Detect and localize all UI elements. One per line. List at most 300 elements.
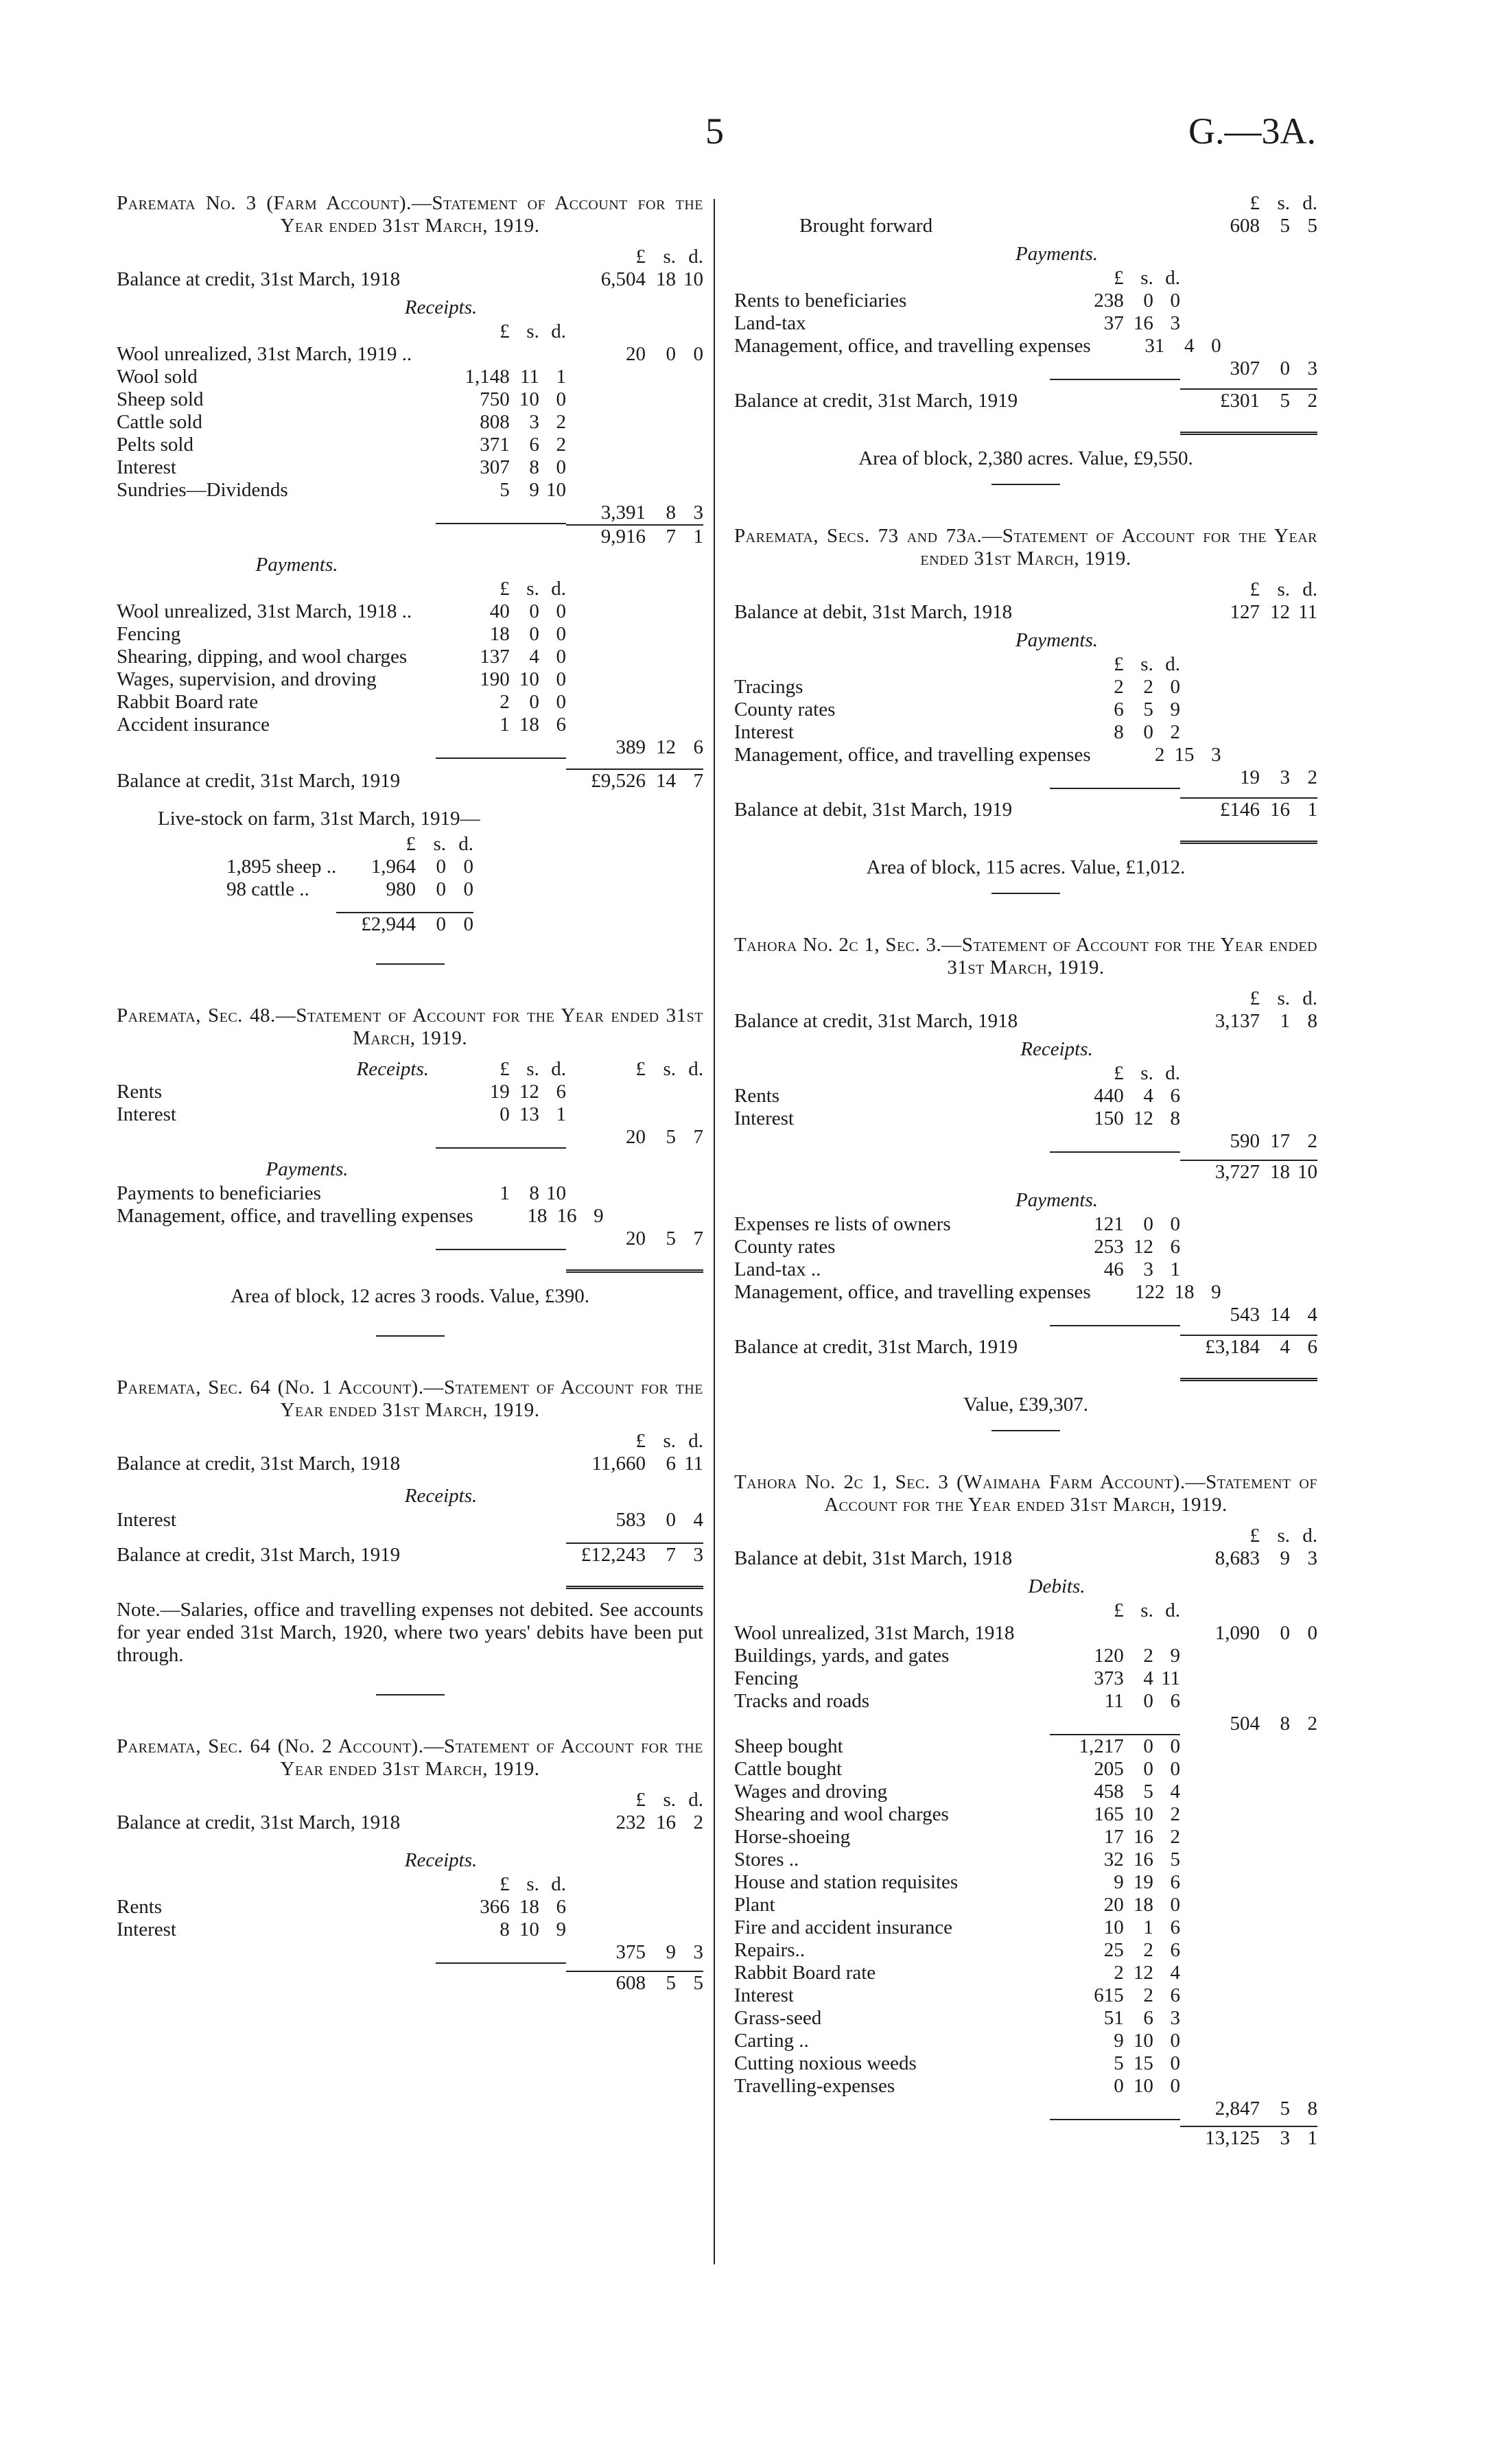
table-row: [178, 856, 473, 878]
amount-cell: 980: [386, 878, 416, 900]
row-label: Management, office, and travelling expenses: [117, 1205, 473, 1227]
row-label: Horse-shoeing: [734, 1826, 851, 1848]
amount-cell: 375: [615, 1941, 646, 1963]
amount-cell: 6: [666, 1453, 676, 1475]
amount-cell: 371: [480, 434, 510, 456]
amount-cell: 8: [1307, 2098, 1317, 2120]
amount-cell: d.: [551, 578, 566, 600]
amount-cell: 8: [1280, 1713, 1290, 1735]
amount-cell: 2: [1307, 766, 1317, 788]
table-row: [117, 434, 703, 456]
amount-cell: 6: [693, 736, 703, 758]
amount-cell: 1,964: [371, 856, 416, 878]
statement-title: Paremata, Sec. 64 (No. 2 Account).—Statement of Account for the Year ended 31st March, 1919.: [117, 1735, 703, 1780]
table-row: [734, 744, 1317, 766]
amount-cell: s.: [526, 1873, 539, 1895]
row-label: Fencing: [734, 1667, 799, 1689]
amount-cell: 6: [1170, 1236, 1180, 1258]
table-row: [734, 1645, 1317, 1667]
amount-cell: 4: [1143, 1667, 1153, 1689]
table-row: [117, 600, 703, 623]
amount-cell: 15: [1174, 744, 1195, 766]
amount-cell: £: [1114, 653, 1124, 675]
amount-cell: 10: [1133, 2075, 1153, 2097]
amount-cell: 2: [1143, 1645, 1153, 1667]
receipts-units-row: [117, 1058, 703, 1081]
amount-cell: 0: [1143, 1735, 1153, 1757]
amount-cell: 0: [556, 646, 566, 668]
amount-cell: 8: [1170, 1107, 1180, 1129]
closing-balance-row: [734, 388, 1317, 412]
amount-cell: 20: [626, 343, 646, 365]
amount-cell: 8: [666, 502, 676, 524]
amount-cell: 12: [656, 736, 676, 758]
amount-cell: s.: [1140, 1062, 1153, 1084]
amount-cell: 2: [1170, 1803, 1180, 1825]
grand-total-row: [117, 524, 703, 548]
amount-cell: 4: [1143, 1085, 1153, 1107]
amount-cell: 2,847: [1214, 2098, 1260, 2120]
section-separator: [991, 484, 1060, 485]
statement-title: Tahora No. 2c 1, Sec. 3 (Waimaha Farm Account).—Statement of Account for the Year ended 31st March, 1919.: [734, 1471, 1317, 1516]
total-row: [117, 1126, 703, 1149]
table-row: [734, 1962, 1317, 1984]
row-label: 1,895 sheep ..: [226, 856, 337, 878]
amount-cell: 11: [519, 366, 539, 388]
amount-cell: 1: [1170, 1258, 1180, 1280]
amount-cell: £12,243: [580, 1544, 646, 1566]
table-row: [117, 1896, 703, 1919]
amount-cell: 8: [529, 456, 539, 478]
amount-cell: 25: [1103, 1939, 1124, 1961]
amount-cell: 0: [463, 856, 473, 878]
amount-cell: 51: [1103, 2007, 1124, 2029]
opening-balance-row: [117, 1453, 703, 1475]
table-row: [734, 1826, 1317, 1849]
amount-cell: s.: [526, 320, 539, 342]
amount-cell: s.: [663, 1430, 676, 1452]
units-row: [734, 1062, 1317, 1085]
amount-cell: 3: [1143, 1258, 1153, 1280]
amount-cell: 9: [666, 1941, 676, 1963]
amount-cell: 4: [1184, 335, 1195, 357]
row-label: Grass-seed: [734, 2007, 822, 2029]
units-row: [117, 1789, 703, 1811]
amount-cell: 808: [480, 411, 510, 433]
table-row: [734, 1781, 1317, 1803]
row-label: Cattle sold: [117, 411, 202, 433]
amount-cell: £2,944: [361, 913, 416, 935]
amount-cell: 2: [1143, 1939, 1153, 1961]
amount-cell: 0: [1170, 1758, 1180, 1780]
amount-cell: 9: [1280, 1547, 1290, 1569]
statement-paremata-secs-73-73a: [734, 525, 1317, 894]
amount-cell: 14: [1270, 1304, 1290, 1326]
amount-cell: 8,683: [1214, 1547, 1260, 1569]
amount-cell: £301: [1220, 390, 1260, 412]
amount-cell: 11: [1298, 601, 1317, 623]
payments-heading: Payments.: [255, 554, 338, 576]
amount-cell: s.: [526, 578, 539, 600]
amount-cell: 0: [1143, 290, 1153, 312]
amount-cell: 232: [615, 1811, 646, 1833]
row-label: Wages and droving: [734, 1781, 888, 1803]
table-row: [734, 1690, 1317, 1713]
amount-cell: 9: [1170, 1645, 1180, 1667]
row-label: Fire and accident insurance: [734, 1916, 953, 1938]
amount-cell: 2: [556, 434, 566, 456]
amount-cell: 5: [1280, 215, 1290, 237]
amount-cell: £: [500, 1058, 510, 1080]
amount-cell: s.: [526, 1058, 539, 1080]
units-row: [117, 246, 703, 268]
amount-cell: 18: [1133, 1894, 1153, 1916]
amount-cell: 2: [1307, 1713, 1317, 1735]
area-value-line: Area of block, 115 acres. Value, £1,012.: [866, 856, 1186, 878]
units-row: [734, 1525, 1317, 1547]
amount-cell: 16: [1270, 799, 1290, 821]
statement-title: Paremata, Secs. 73 and 73a.—Statement of Account for the Year ended 31st March, 1919.: [734, 525, 1317, 570]
row-label: Repairs..: [734, 1939, 806, 1961]
amount-cell: 18: [489, 623, 510, 645]
amount-cell: d.: [1165, 1599, 1180, 1621]
row-label: Interest: [117, 1919, 176, 1940]
row-label: Tracks and roads: [734, 1690, 870, 1712]
amount-cell: 5: [666, 1126, 676, 1148]
row-label: House and station requisites: [734, 1871, 959, 1893]
row-label: Sheep bought: [734, 1735, 843, 1757]
section-separator: [376, 1694, 445, 1696]
amount-cell: 16: [1133, 1849, 1153, 1870]
amount-cell: 18: [519, 714, 539, 736]
amount-cell: 205: [1094, 1758, 1124, 1780]
row-label: Rents to beneficiaries: [734, 290, 907, 312]
units-row: [734, 987, 1317, 1010]
amount-cell: 8: [1307, 1010, 1317, 1032]
amount-cell: 17: [1270, 1130, 1290, 1152]
amount-cell: 0: [1143, 721, 1153, 743]
amount-cell: 32: [1103, 1849, 1124, 1870]
amount-cell: 0: [529, 600, 539, 622]
table-row: [734, 2030, 1317, 2052]
amount-cell: 0: [556, 623, 566, 645]
table-row: [734, 1258, 1317, 1281]
amount-cell: 3,137: [1214, 1010, 1260, 1032]
amount-cell: 14: [656, 770, 676, 792]
amount-cell: 5: [1170, 1849, 1180, 1870]
row-label: Payments to beneficiaries: [117, 1182, 321, 1204]
amount-cell: £: [635, 246, 646, 268]
amount-cell: 5: [1280, 390, 1290, 412]
amount-cell: 4: [529, 646, 539, 668]
amount-cell: d.: [688, 1058, 703, 1080]
amount-cell: 11: [684, 1453, 703, 1475]
amount-cell: 10: [546, 479, 566, 501]
amount-cell: 504: [1230, 1713, 1260, 1735]
row-label: Interest: [734, 721, 794, 743]
row-label: Carting ..: [734, 2030, 809, 2052]
amount-cell: 31: [1144, 335, 1165, 357]
row-label: Travelling-expenses: [734, 2075, 895, 2097]
amount-cell: 0: [556, 388, 566, 410]
amount-cell: 3,727: [1214, 1161, 1260, 1183]
amount-cell: 373: [1094, 1667, 1124, 1689]
amount-cell: 5: [1143, 699, 1153, 720]
amount-cell: 1,217: [1079, 1735, 1124, 1757]
table-row: [117, 691, 703, 714]
amount-cell: 18: [1270, 1161, 1290, 1183]
amount-cell: s.: [663, 1789, 676, 1811]
amount-cell: 2: [1170, 1826, 1180, 1848]
receipts-heading: Receipts.: [404, 296, 478, 318]
row-label: Wool unrealized, 31st March, 1918: [734, 1622, 1015, 1644]
amount-cell: 0: [1170, 1894, 1180, 1916]
amount-cell: 6: [1170, 1984, 1180, 2006]
amount-cell: 18: [527, 1205, 548, 1227]
amount-cell: 3: [529, 411, 539, 433]
value-line: Value, £39,307.: [963, 1394, 1089, 1416]
row-label: Wool unrealized, 31st March, 1919 ..: [117, 343, 412, 365]
amount-cell: 10: [519, 668, 539, 690]
amount-cell: d.: [551, 1058, 566, 1080]
table-row: [734, 1939, 1317, 1962]
table-row: [117, 366, 703, 388]
amount-cell: 11,660: [591, 1453, 646, 1475]
grand-total-row: [734, 2126, 1317, 2150]
row-label: Interest: [117, 1509, 176, 1531]
amount-cell: 1: [556, 1103, 566, 1125]
amount-cell: 6: [1170, 1939, 1180, 1961]
amount-cell: 0: [556, 600, 566, 622]
row-label: Shearing and wool charges: [734, 1803, 949, 1825]
amount-cell: 0: [1114, 2075, 1124, 2097]
amount-cell: 9: [529, 479, 539, 501]
amount-cell: 3: [693, 1941, 703, 1963]
amount-cell: 1,090: [1214, 1622, 1260, 1644]
amount-cell: 8: [500, 1919, 510, 1940]
amount-cell: s.: [1277, 578, 1290, 600]
amount-cell: 7: [693, 1228, 703, 1249]
amount-cell: £: [635, 1058, 646, 1080]
amount-cell: 3: [1307, 357, 1317, 379]
page-header: [0, 110, 1491, 158]
amount-cell: d.: [1302, 192, 1317, 214]
units-row: [734, 1599, 1317, 1622]
amount-cell: 0: [529, 623, 539, 645]
amount-cell: 17: [1103, 1826, 1124, 1848]
table-row: [117, 714, 703, 736]
amount-cell: 0: [1170, 676, 1180, 698]
amount-cell: d.: [688, 1789, 703, 1811]
table-row: [117, 1205, 703, 1228]
amount-cell: 0: [1170, 290, 1180, 312]
amount-cell: 4: [1307, 1304, 1317, 1326]
column-divider: [714, 199, 715, 2264]
opening-balance-row: [734, 1547, 1317, 1570]
amount-cell: 5: [1114, 2052, 1124, 2074]
brought-forward-row: [734, 215, 1317, 237]
amount-cell: 0: [1170, 1213, 1180, 1235]
row-label: County rates: [734, 699, 836, 720]
table-row: [734, 1984, 1317, 2007]
total-row: [734, 1304, 1317, 1326]
amount-cell: 0: [1170, 2052, 1180, 2074]
table-row: [117, 1182, 703, 1205]
amount-cell: 165: [1094, 1803, 1124, 1825]
row-label: Land-tax: [734, 312, 806, 334]
table-row: [117, 646, 703, 668]
table-row: [117, 1081, 703, 1103]
amount-cell: 10: [683, 268, 703, 290]
row-label: Management, office, and travelling expenses: [734, 335, 1091, 357]
table-row: [734, 1085, 1317, 1107]
row-label: Interest: [734, 1984, 794, 2006]
amount-cell: 0: [1211, 335, 1221, 357]
amount-cell: £: [1114, 267, 1124, 289]
amount-cell: d.: [1165, 653, 1180, 675]
page-number: 5: [705, 110, 724, 152]
amount-cell: £: [635, 1789, 646, 1811]
amount-cell: 10: [1133, 2030, 1153, 2052]
amount-cell: 1: [500, 1182, 510, 1204]
section-separator: [376, 1335, 445, 1337]
amount-cell: 1: [1307, 799, 1317, 821]
row-label: Sheep sold: [117, 388, 204, 410]
amount-cell: 9: [1114, 2030, 1124, 2052]
statement-paremata-3-farm: [117, 192, 703, 965]
amount-cell: 1: [500, 714, 510, 736]
amount-cell: 5: [666, 1972, 676, 1994]
row-label: Rents: [734, 1085, 780, 1107]
row-label: Balance at credit, 31st March, 1918: [117, 268, 401, 290]
amount-cell: 6: [1170, 1871, 1180, 1893]
amount-cell: 12: [1270, 601, 1290, 623]
amount-cell: 0: [1143, 1213, 1153, 1235]
amount-cell: 7: [666, 1544, 676, 1566]
table-row: [734, 1894, 1317, 1916]
row-label: County rates: [734, 1236, 836, 1258]
row-label: Shearing, dipping, and wool charges: [117, 646, 408, 668]
amount-cell: d.: [688, 246, 703, 268]
amount-cell: 1: [1143, 1916, 1153, 1938]
row-label: Interest: [117, 456, 176, 478]
section-separator: [376, 963, 445, 965]
amount-cell: s.: [663, 246, 676, 268]
opening-balance-row: [734, 601, 1317, 624]
stock-table: [178, 833, 473, 936]
row-label: Balance at debit, 31st March, 1918: [734, 1547, 1013, 1569]
amount-cell: 9,916: [600, 526, 646, 548]
amount-cell: 3: [1170, 2007, 1180, 2029]
closing-balance-row: [734, 797, 1317, 821]
row-label: Balance at debit, 31st March, 1918: [734, 601, 1013, 623]
amount-cell: 19: [1133, 1871, 1153, 1893]
amount-cell: s.: [1277, 987, 1290, 1009]
statement-title: Paremata, Sec. 64 (No. 1 Account).—Statement of Account for the Year ended 31st March, 1919.: [117, 1376, 703, 1421]
amount-cell: s.: [433, 833, 446, 855]
amount-cell: 20: [626, 1126, 646, 1148]
units-row: [178, 833, 473, 856]
amount-cell: 16: [1133, 312, 1153, 334]
row-label: Balance at credit, 31st March, 1918: [117, 1453, 401, 1475]
table-row: [734, 290, 1317, 312]
row-label: Balance at credit, 31st March, 1919: [734, 1336, 1018, 1358]
section-separator: [991, 893, 1060, 894]
amount-cell: 6: [556, 1896, 566, 1918]
total-row: [117, 736, 703, 759]
amount-cell: d.: [551, 1873, 566, 1895]
row-label: Wages, supervision, and droving: [117, 668, 377, 690]
amount-cell: 12: [1133, 1107, 1153, 1129]
amount-cell: £: [500, 1873, 510, 1895]
table-row: [117, 388, 703, 411]
units-row: [734, 192, 1317, 215]
table-row: [734, 1667, 1317, 1690]
row-label: Cutting noxious weeds: [734, 2052, 917, 2074]
document-reference: G.—3A.: [1188, 110, 1316, 152]
amount-cell: 4: [1170, 1962, 1180, 1984]
amount-cell: 6: [1307, 1336, 1317, 1358]
row-label: Balance at credit, 31st March, 1918: [117, 1811, 401, 1833]
amount-cell: 10: [519, 388, 539, 410]
amount-cell: 122: [1134, 1281, 1165, 1303]
amount-cell: 0: [463, 913, 473, 935]
amount-cell: s.: [1140, 653, 1153, 675]
amount-cell: £: [1114, 1599, 1124, 1621]
row-label: Balance at credit, 31st March, 1919: [117, 1544, 401, 1566]
amount-cell: 12: [1133, 1962, 1153, 1984]
table-row: [117, 1103, 703, 1126]
statement-paremata-sec-64-no2: [117, 1735, 703, 1995]
table-row: [117, 668, 703, 691]
amount-cell: 0: [666, 1509, 676, 1531]
statement-title: Paremata, Sec. 48.—Statement of Account for the Year ended 31st March, 1919.: [117, 1005, 703, 1049]
amount-cell: 3: [1280, 766, 1290, 788]
amount-cell: 127: [1230, 601, 1260, 623]
opening-balance-row: [117, 268, 703, 291]
amount-cell: £: [406, 833, 416, 855]
amount-cell: 543: [1230, 1304, 1260, 1326]
row-label: Management, office, and travelling expenses: [734, 1281, 1091, 1303]
amount-cell: 16: [556, 1205, 577, 1227]
stock-total-row: [178, 912, 473, 936]
amount-cell: d.: [1165, 1062, 1180, 1084]
payments-heading: Payments.: [1015, 629, 1098, 651]
amount-cell: 10: [1103, 1916, 1124, 1938]
amount-cell: 20: [626, 1228, 646, 1249]
amount-cell: £: [1249, 987, 1260, 1009]
note: Note.—Salaries, office and travelling expenses not debited. See accounts for year ended 31st March, 1920, where two years' debits have been put through.: [117, 1599, 703, 1666]
amount-cell: 389: [615, 736, 646, 758]
table-row: [734, 721, 1317, 744]
amount-cell: 9: [1211, 1281, 1221, 1303]
amount-cell: 11: [1104, 1690, 1124, 1712]
table-row: [734, 1871, 1317, 1894]
amount-cell: £: [500, 320, 510, 342]
amount-cell: 3: [1170, 312, 1180, 334]
row-label: Management, office, and travelling expenses: [734, 744, 1091, 766]
amount-cell: 190: [480, 668, 510, 690]
amount-cell: 440: [1094, 1085, 1124, 1107]
amount-cell: 0: [1280, 1622, 1290, 1644]
amount-cell: 19: [1240, 766, 1260, 788]
opening-balance-row: [734, 1010, 1317, 1033]
table-row: [734, 1916, 1317, 1939]
amount-cell: £146: [1220, 799, 1260, 821]
amount-cell: s.: [1140, 267, 1153, 289]
statement-tahora-2c1-sec3: [734, 934, 1317, 1431]
row-label: Balance at credit, 31st March, 1919: [117, 770, 401, 792]
